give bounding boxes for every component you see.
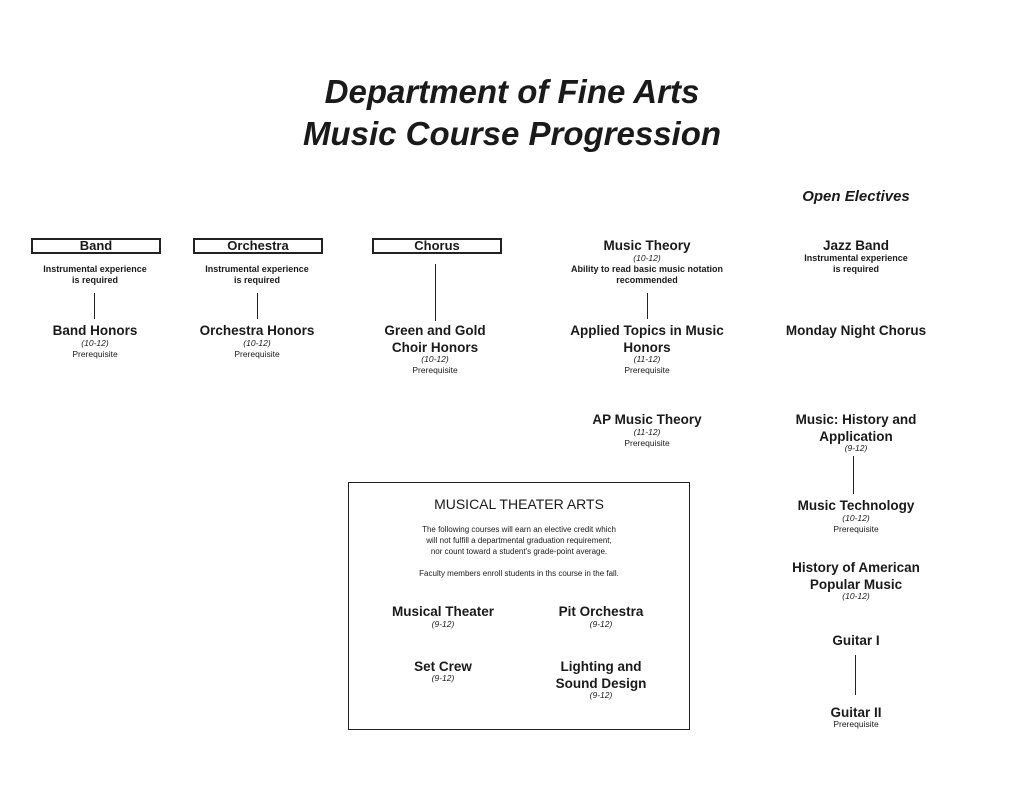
lighting-sound-line1: Lighting and <box>560 659 642 674</box>
history-application-grade: (9-12) <box>844 443 868 453</box>
theory-connector <box>647 293 648 319</box>
musical-theater-course: Musical Theater <box>391 604 495 619</box>
page-title-line2: Music Course Progression <box>302 115 722 152</box>
chorus-connector <box>435 264 436 321</box>
band-honors-grade: (10-12) <box>81 338 109 348</box>
set-crew-grade: (9-12) <box>431 673 455 683</box>
lighting-sound-line2: Sound Design <box>555 676 647 691</box>
musical-theater-grade: (9-12) <box>431 619 455 629</box>
chorus-honors-line2: Choir Honors <box>391 340 479 355</box>
band-header: Band <box>31 238 161 254</box>
band-note-line1: Instrumental experience <box>43 264 147 274</box>
band-note-line2: is required <box>71 275 118 285</box>
chorus-honors-line1: Green and Gold <box>384 323 486 338</box>
pit-orchestra-grade: (9-12) <box>589 619 613 629</box>
ap-theory-prereq: Prerequisite <box>624 438 670 448</box>
musical-theater-desc-line3: nor count toward a student's grade-point average. <box>430 547 608 556</box>
history-application-line2: Application <box>819 429 893 444</box>
orchestra-honors-grade: (10-12) <box>243 338 271 348</box>
orchestra-connector <box>257 293 258 319</box>
applied-topics-prereq: Prerequisite <box>624 365 670 375</box>
band-honors-course: Band Honors <box>52 323 138 338</box>
monday-night-chorus-course: Monday Night Chorus <box>785 323 927 338</box>
chorus-header: Chorus <box>372 238 502 254</box>
american-popular-music-line1: History of American <box>792 560 920 575</box>
guitar-2-prereq: Prerequisite <box>833 719 879 729</box>
set-crew-course: Set Crew <box>414 659 472 674</box>
band-connector <box>94 293 95 319</box>
guitar-1-course: Guitar I <box>832 633 880 648</box>
history-application-line1: Music: History and <box>795 412 917 427</box>
theory-header: Music Theory <box>603 238 691 253</box>
theory-grade: (10-12) <box>633 253 661 263</box>
applied-topics-line2: Honors <box>623 340 671 355</box>
orchestra-header: Orchestra <box>193 238 323 254</box>
orchestra-note-line2: is required <box>233 275 280 285</box>
chorus-honors-grade: (10-12) <box>421 354 449 364</box>
chorus-honors-prereq: Prerequisite <box>412 365 458 375</box>
ap-theory-grade: (11-12) <box>633 427 661 437</box>
orchestra-honors-course: Orchestra Honors <box>199 323 315 338</box>
musical-theater-desc-line2: will not fulfill a departmental graduation requirement, <box>426 536 612 545</box>
music-technology-prereq: Prerequisite <box>833 524 879 534</box>
music-technology-grade: (10-12) <box>842 513 870 523</box>
music-technology-course: Music Technology <box>797 498 915 513</box>
jazz-band-note-line1: Instrumental experience <box>804 253 908 263</box>
guitar-2-course: Guitar II <box>830 705 882 720</box>
page-title-line1: Department of Fine Arts <box>324 73 700 110</box>
guitar-connector <box>855 655 856 695</box>
orchestra-honors-prereq: Prerequisite <box>234 349 280 359</box>
theory-note-line1: Ability to read basic music notation <box>570 264 724 274</box>
theory-note-line2: recommended <box>616 275 678 285</box>
musical-theater-faculty-note: Faculty members enroll students in ths course in the fall. <box>419 569 619 578</box>
open-electives-label: Open Electives <box>802 188 910 205</box>
history-technology-connector <box>853 456 854 494</box>
musical-theater-title: MUSICAL THEATER ARTS <box>434 496 604 512</box>
jazz-band-note-line2: is required <box>832 264 879 274</box>
jazz-band-course: Jazz Band <box>822 238 890 253</box>
ap-theory-course: AP Music Theory <box>592 412 702 427</box>
applied-topics-line1: Applied Topics in Music <box>570 323 724 338</box>
musical-theater-desc-line1: The following courses will earn an elective credit which <box>422 525 616 534</box>
lighting-sound-grade: (9-12) <box>589 690 613 700</box>
pit-orchestra-course: Pit Orchestra <box>558 604 644 619</box>
american-popular-music-line2: Popular Music <box>809 577 903 592</box>
band-honors-prereq: Prerequisite <box>72 349 118 359</box>
american-popular-music-grade: (10-12) <box>842 591 870 601</box>
applied-topics-grade: (11-12) <box>633 354 661 364</box>
orchestra-note-line1: Instrumental experience <box>205 264 309 274</box>
